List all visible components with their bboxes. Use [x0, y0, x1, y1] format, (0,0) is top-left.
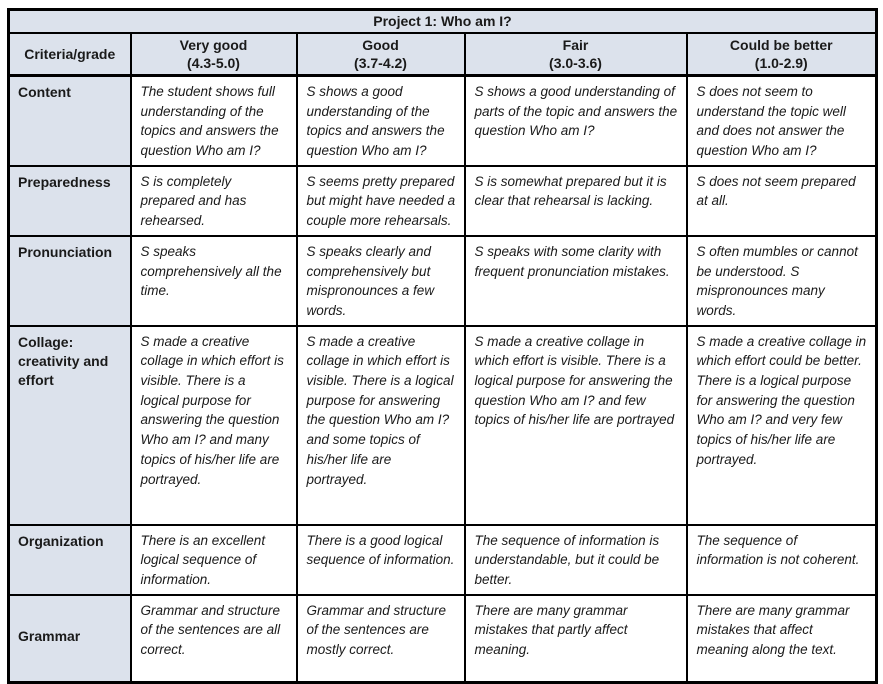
grade-range: (3.7-4.2): [354, 54, 407, 71]
column-header-very-good: [131, 33, 297, 76]
grade-label: Very good: [179, 36, 248, 53]
cell-pronunciation-good: S speaks clearly and comprehensively but mispronounces a few words.: [297, 236, 465, 326]
table-row-collage: [9, 326, 877, 525]
grade-label: Good: [362, 36, 399, 53]
row-header-grammar: Grammar: [9, 595, 131, 683]
cell-content-could-be-better: S does not seem to understand the topic well and does not answer the question Who am I?: [687, 75, 877, 165]
grade-label: Could be better: [729, 36, 833, 53]
column-header-fair: [465, 33, 687, 76]
cell-organization-could-be-better: The sequence of information is not coherent.: [687, 525, 877, 595]
column-header-could-be-better: [687, 33, 877, 76]
cell-content-good: S shows a good understanding of the topics and answers the question Who am I?: [297, 75, 465, 165]
cell-collage-very-good: S made a creative collage in which effort is visible. There is a logical purpose for answering the question Who am I? and many topics of his/her life are portrayed.: [131, 326, 297, 525]
column-header-criteria-grade: Criteria/grade: [9, 33, 131, 76]
row-header-pronunciation: Pronunciation: [9, 236, 131, 326]
cell-pronunciation-very-good: S speaks comprehensively all the time.: [131, 236, 297, 326]
row-header-preparedness: Preparedness: [9, 166, 131, 236]
grade-header-row: [9, 33, 877, 76]
rubric-table: [7, 8, 878, 684]
cell-collage-good: S made a creative collage in which effort is visible. There is a logical purpose for answering the question Who am I? and some topics of his/her life are portrayed.: [297, 326, 465, 525]
cell-organization-fair: The sequence of information is understandable, but it could be better.: [465, 525, 687, 595]
cell-grammar-could-be-better: There are many grammar mistakes that affect meaning along the text.: [687, 595, 877, 683]
cell-collage-fair: S made a creative collage in which effort is visible. There is a logical purpose for answering the question Who am I? and few topics of his/her life are portrayed: [465, 326, 687, 525]
grade-range: (3.0-3.6): [549, 54, 602, 71]
table-title: Project 1: Who am I?: [9, 10, 877, 33]
cell-preparedness-fair: S is somewhat prepared but it is clear that rehearsal is lacking.: [465, 166, 687, 236]
grade-range: (4.3-5.0): [187, 54, 240, 71]
cell-organization-good: There is a good logical sequence of information.: [297, 525, 465, 595]
grade-label: Fair: [562, 36, 589, 53]
cell-preparedness-could-be-better: S does not seem prepared at all.: [687, 166, 877, 236]
cell-pronunciation-fair: S speaks with some clarity with frequent pronunciation mistakes.: [465, 236, 687, 326]
cell-grammar-good: Grammar and structure of the sentences are mostly correct.: [297, 595, 465, 683]
cell-collage-could-be-better: S made a creative collage in which effort could be better. There is a logical purpose for answering the question Who am I? and very few topics of his/her life are portrayed.: [687, 326, 877, 525]
table-row-preparedness: [9, 166, 877, 236]
row-header-organization: Organization: [9, 525, 131, 595]
cell-organization-very-good: There is an excellent logical sequence of information.: [131, 525, 297, 595]
grade-range: (1.0-2.9): [754, 54, 808, 71]
row-header-collage: Collage: creativity and effort: [9, 326, 131, 525]
cell-preparedness-good: S seems pretty prepared but might have needed a couple more rehearsals.: [297, 166, 465, 236]
cell-grammar-very-good: Grammar and structure of the sentences are all correct.: [131, 595, 297, 683]
cell-grammar-fair: There are many grammar mistakes that partly affect meaning.: [465, 595, 687, 683]
title-row: [9, 10, 877, 33]
table-row-organization: [9, 525, 877, 595]
cell-content-fair: S shows a good understanding of parts of the topic and answers the question Who am I?: [465, 75, 687, 165]
row-header-content: Content: [9, 75, 131, 165]
table-row-content: [9, 75, 877, 165]
cell-content-very-good: The student shows full understanding of the topics and answers the question Who am I?: [131, 75, 297, 165]
cell-pronunciation-could-be-better: S often mumbles or cannot be understood. S mispronounces many words.: [687, 236, 877, 326]
cell-preparedness-very-good: S is completely prepared and has rehearsed.: [131, 166, 297, 236]
table-row-pronunciation: [9, 236, 877, 326]
table-row-grammar: [9, 595, 877, 683]
column-header-good: [297, 33, 465, 76]
